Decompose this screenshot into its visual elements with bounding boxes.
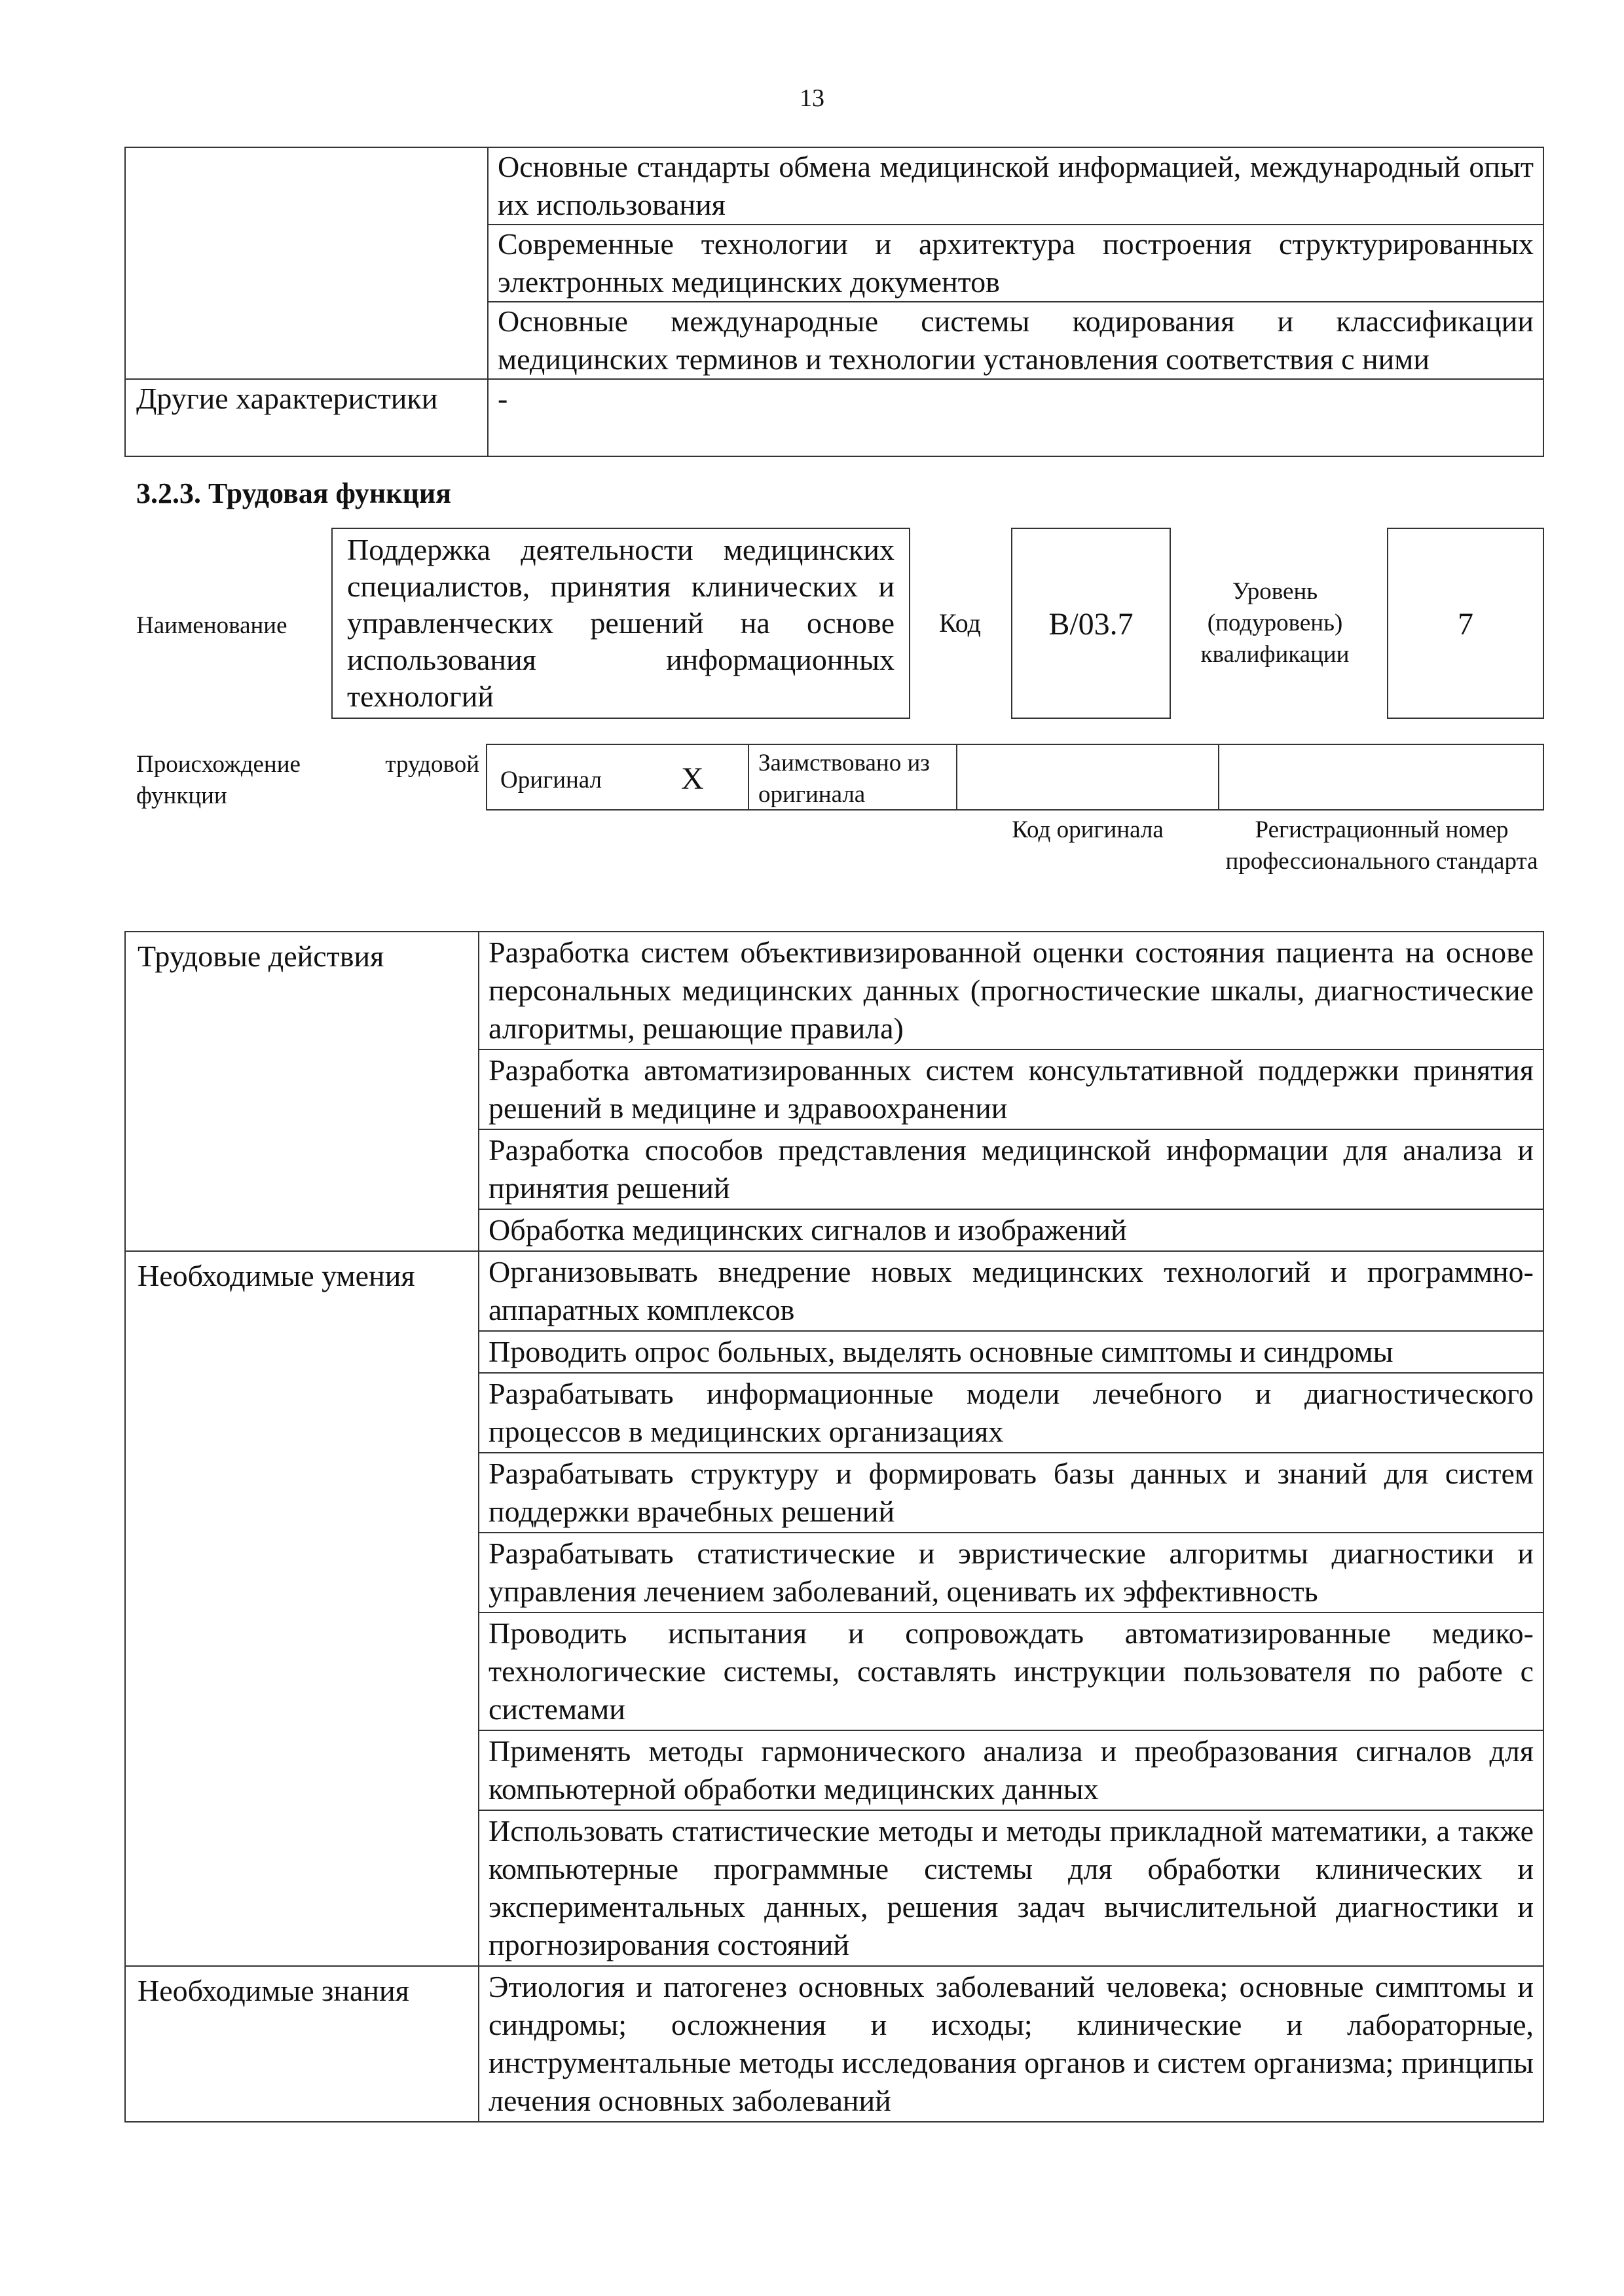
- level-value-box: 7: [1387, 528, 1544, 719]
- function-name-box: Поддержка деятельности медицинских специалистов, принятия клинических и управленческих решений на основе использования информационных технологий: [331, 528, 910, 719]
- table-row: [125, 932, 1543, 1049]
- origin-label-text: Происхождение трудовой функции: [136, 751, 479, 809]
- table-row: [125, 147, 1543, 225]
- list-item: Разрабатывать структуру и формировать базы данных и знаний для систем поддержки врачебных решений: [479, 1453, 1543, 1533]
- origin-box: [486, 744, 1544, 811]
- table-row: [125, 1251, 1543, 1331]
- row-group-label: Необходимые умения: [125, 1251, 479, 1966]
- list-item: Разработка способов представления медицинской информации для анализа и принятия решений: [479, 1129, 1543, 1209]
- list-item: Использовать статистические методы и методы прикладной математики, а также компьютерные программные системы для обработки клинических и экспериментальных данных, решения задач вычислительной диагностики и прогнозирования состояний: [479, 1810, 1543, 1966]
- code-original-caption: Код оригинала: [1012, 816, 1164, 843]
- row-group-label: Необходимые знания: [125, 1966, 479, 2122]
- page-number: 13: [800, 84, 824, 112]
- origin-divider: [956, 744, 957, 811]
- origin-label: [136, 749, 479, 812]
- list-item: Разработка автоматизированных систем консультативной поддержки принятия решений в медицине и здравоохранении: [479, 1049, 1543, 1129]
- row-group-label: Трудовые действия: [125, 932, 479, 1251]
- origin-divider: [1218, 744, 1219, 811]
- list-item: Разрабатывать информационные модели лечебного и диагностического процессов в медицинских организациях: [479, 1373, 1543, 1453]
- top-table: [124, 147, 1544, 457]
- list-item: Разработка систем объективизированной оценки состояния пациента на основе персональных медицинских данных (прогностические шкалы, диагностические алгоритмы, решающие правила): [479, 932, 1543, 1049]
- section-heading: 3.2.3. Трудовая функция: [136, 477, 452, 509]
- list-item: Этиология и патогенез основных заболеваний человека; основные симптомы и синдромы; осложнения и исходы; клинические и лабораторные, инструментальные методы исследования органов и систем организма; принципы лечения основных заболеваний: [479, 1966, 1543, 2122]
- other-characteristics-value: -: [488, 379, 1543, 456]
- code-label: Код: [939, 608, 981, 638]
- original-mark: X: [681, 761, 704, 796]
- table-row: [125, 1966, 1543, 2122]
- code-value-box: B/03.7: [1011, 528, 1171, 719]
- borrowed-label: Заимствовано из оригинала: [758, 750, 930, 808]
- knowledge-item: Современные технологии и архитектура построения структурированных электронных медицинских документов: [488, 225, 1543, 302]
- list-item: Проводить испытания и сопровождать автоматизированные медико-технологические системы, составлять инструкции пользователя по работе с системами: [479, 1613, 1543, 1730]
- name-label: Наименование: [136, 612, 287, 639]
- level-label: Уровень (подуровень) квалификации: [1200, 578, 1350, 668]
- list-item: Проводить опрос больных, выделять основные симптомы и синдромы: [479, 1331, 1543, 1373]
- empty-label-cell: [125, 147, 488, 379]
- main-table: [124, 931, 1544, 2123]
- registration-caption: Регистрационный номер профессионального стандарта: [1225, 816, 1538, 875]
- list-item: Применять методы гармонического анализа и преобразования сигналов для компьютерной обработки медицинских данных: [479, 1730, 1543, 1810]
- table-row: [125, 379, 1543, 456]
- knowledge-item: Основные стандарты обмена медицинской информацией, международный опыт их использования: [488, 147, 1543, 225]
- knowledge-item: Основные международные системы кодирования и классификации медицинских терминов и технологии установления соответствия с ними: [488, 302, 1543, 379]
- origin-divider: [748, 744, 749, 811]
- list-item: Обработка медицинских сигналов и изображений: [479, 1209, 1543, 1251]
- list-item: Разрабатывать статистические и эвристические алгоритмы диагностики и управления лечением заболеваний, оценивать их эффективность: [479, 1533, 1543, 1613]
- list-item: Организовывать внедрение новых медицинских технологий и программно-аппаратных комплексов: [479, 1251, 1543, 1331]
- other-characteristics-label: Другие характеристики: [125, 379, 488, 456]
- original-label: Оригинал: [500, 767, 602, 793]
